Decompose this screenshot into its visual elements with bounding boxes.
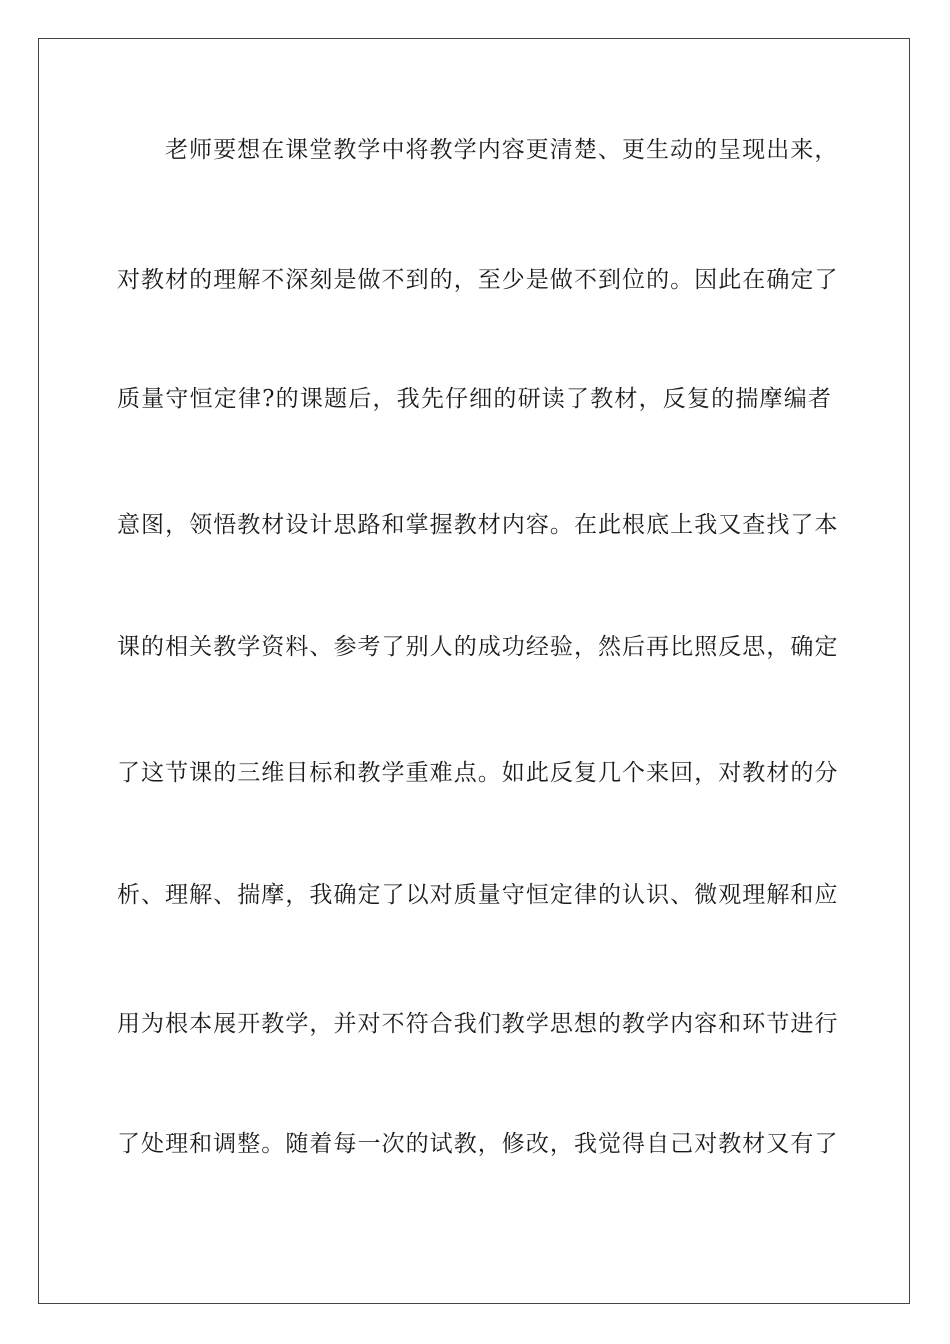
paragraph-line: 老师要想在课堂教学中将教学内容更清楚、更生动的呈现出来， [165, 137, 839, 163]
paragraph-line: 了处理和调整。随着每一次的试教，修改，我觉得自己对教材又有了 [117, 1131, 839, 1157]
paragraph-line: 对教材的理解不深刻是做不到的，至少是做不到位的。因此在确定了 [117, 267, 839, 293]
paragraph-line: 了这节课的三维目标和教学重难点。如此反复几个来回，对教材的分 [117, 760, 839, 786]
paragraph-line: 课的相关教学资料、参考了别人的成功经验，然后再比照反思，确定 [117, 634, 839, 660]
paragraph-line: 意图，领悟教材设计思路和掌握教材内容。在此根底上我又查找了本 [117, 512, 839, 538]
paragraph-line: 质量守恒定律?的课题后，我先仔细的研读了教材，反复的揣摩编者 [117, 386, 832, 412]
paragraph-line: 用为根本展开教学，并对不符合我们教学思想的教学内容和环节进行 [117, 1011, 839, 1037]
page-border [38, 38, 910, 1304]
paragraph-line: 析、理解、揣摩，我确定了以对质量守恒定律的认识、微观理解和应 [117, 882, 839, 908]
